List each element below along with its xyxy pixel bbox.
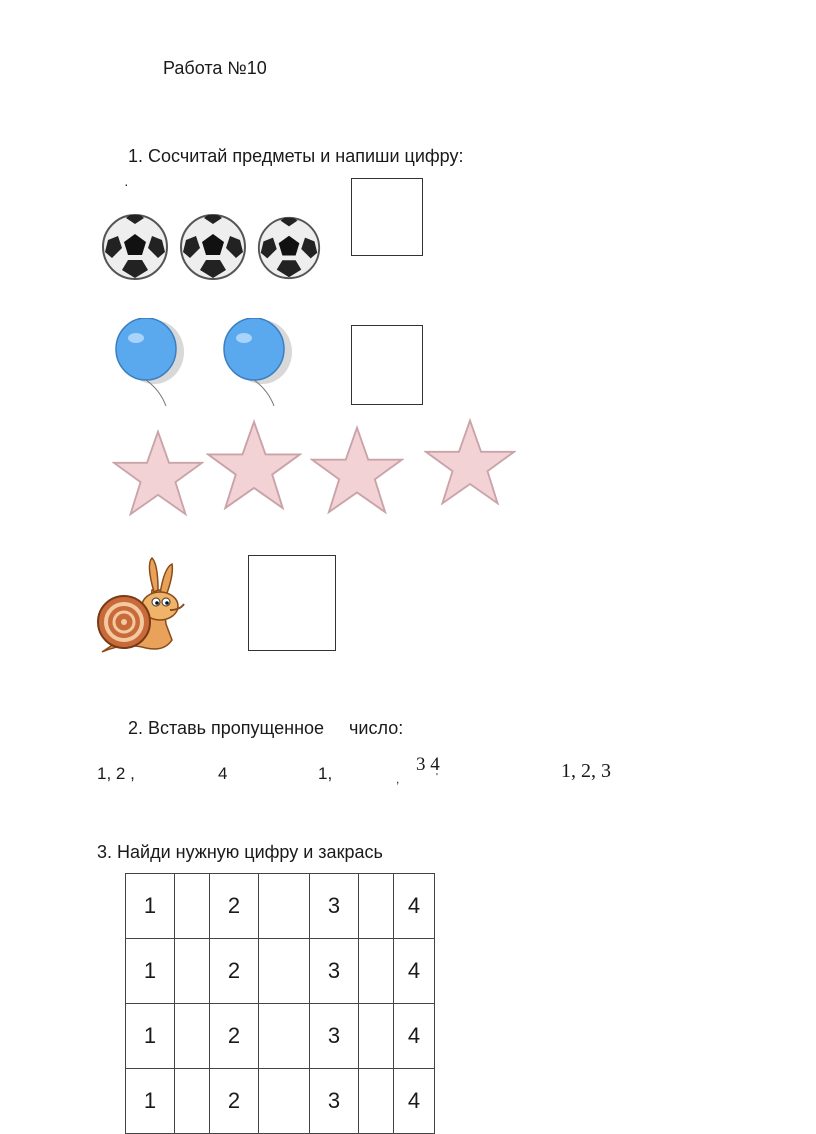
grid-cell-empty[interactable] (175, 939, 210, 1004)
grid-row (126, 1069, 435, 1134)
sequence-2-start: 1, (318, 764, 333, 783)
sequence-2-comma: , (396, 772, 400, 786)
star-icon (112, 428, 204, 516)
grid-cell-digit[interactable]: 4 (394, 1069, 435, 1134)
answer-box[interactable] (351, 325, 423, 405)
grid-cell-digit[interactable]: 3 (310, 939, 359, 1004)
grid-cell-empty[interactable] (175, 1069, 210, 1134)
answer-box[interactable] (248, 555, 336, 651)
sequence-1-end: 4 (218, 764, 228, 783)
sequence-1-start: 1, 2 , (97, 764, 135, 783)
grid-cell-empty[interactable] (359, 874, 394, 939)
star-icon (206, 418, 302, 510)
grid-cell-empty[interactable] (175, 874, 210, 939)
grid-cell-digit[interactable]: 3 (310, 874, 359, 939)
task2-heading: 2. Вставь пропущенное число: (128, 718, 404, 738)
soccer-ball-icon (100, 212, 170, 282)
grid-cell-digit[interactable]: 2 (210, 874, 259, 939)
soccer-ball-icon (256, 215, 322, 281)
balloon-icon (218, 318, 298, 410)
star-icon (424, 416, 516, 506)
sequence-3: 1, 2, 3 (561, 760, 611, 782)
grid-cell-digit[interactable]: 2 (210, 1069, 259, 1134)
grid-row (126, 874, 435, 939)
grid-cell-digit[interactable]: 4 (394, 1004, 435, 1069)
grid-cell-empty[interactable] (359, 1069, 394, 1134)
grid-cell-digit[interactable]: 3 (310, 1069, 359, 1134)
grid-cell-empty[interactable] (359, 1004, 394, 1069)
soccer-ball-icon (178, 212, 248, 282)
grid-cell-empty[interactable] (259, 1004, 310, 1069)
sequence-2-numbers: 3 4 (416, 754, 440, 775)
answer-box[interactable] (351, 178, 423, 256)
grid-cell-digit[interactable]: 3 (310, 1004, 359, 1069)
digit-grid (125, 873, 435, 1134)
grid-cell-digit[interactable]: 1 (126, 939, 175, 1004)
grid-cell-digit[interactable]: 4 (394, 874, 435, 939)
task1-heading: 1. Сосчитай предметы и напиши цифру: (128, 146, 464, 166)
grid-cell-empty[interactable] (259, 1069, 310, 1134)
grid-cell-empty[interactable] (359, 939, 394, 1004)
grid-cell-digit[interactable]: 4 (394, 939, 435, 1004)
grid-cell-digit[interactable]: 1 (126, 1004, 175, 1069)
grid-cell-digit[interactable]: 1 (126, 874, 175, 939)
snail-icon (94, 554, 190, 662)
task1-mark: · (124, 176, 129, 192)
star-icon (310, 424, 404, 514)
grid-row (126, 939, 435, 1004)
grid-row (126, 1004, 435, 1069)
grid-cell-empty[interactable] (259, 874, 310, 939)
balloon-icon (110, 318, 190, 410)
page-title: Работа №10 (163, 58, 267, 78)
grid-cell-empty[interactable] (175, 1004, 210, 1069)
task3-heading: 3. Найди нужную цифру и закрась (97, 842, 383, 862)
grid-cell-empty[interactable] (259, 939, 310, 1004)
sequence-2-tick: ' (436, 772, 438, 783)
grid-cell-digit[interactable]: 1 (126, 1069, 175, 1134)
grid-cell-digit[interactable]: 2 (210, 1004, 259, 1069)
grid-cell-digit[interactable]: 2 (210, 939, 259, 1004)
